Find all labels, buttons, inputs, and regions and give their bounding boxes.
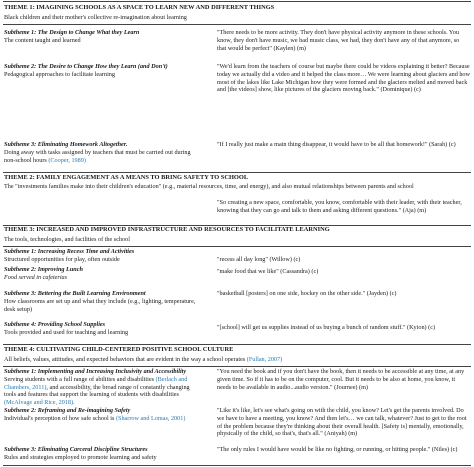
citation-link[interactable]: (Berlach and Chambers, 2011): [4, 375, 188, 391]
subtheme-description: The content taught and learned: [4, 36, 81, 44]
theme-1-title: THEME 1: IMAGINING SCHOOLS AS A SPACE TO LEARN NEW AND DIFFERENT THINGS: [4, 4, 275, 11]
divider: [3, 344, 471, 345]
theme-4-title: THEME 4: CULTIVATING CHILD-CENTERED POSITIVE SCHOOL CULTURE: [4, 346, 234, 353]
subtheme-title: Subtheme 3: Eliminating Carceral Discipline Structures: [4, 446, 148, 453]
subtheme-description: Rules and strategies employed to promote learning and safety: [4, 453, 157, 461]
theme-2-quote: "So creating a new space, comfortable, you know, comfortable with their leader, with their teacher, knowing that they can go and talk to them and asking different questions." (Aja) (m): [217, 199, 462, 214]
citation-link[interactable]: (Cooper, 1989): [48, 156, 86, 164]
subtheme-title: Subtheme 2: The Desire to Change How they Learn (and Don't): [4, 63, 168, 70]
table-top-rule: [3, 1, 471, 2]
subtheme-description: Structured opportunities for play, often outside: [4, 255, 120, 263]
desc-text: Serving students with a full range of abilities and disabilities: [4, 375, 155, 383]
theme-3-subtheme-2-quote: "make food that we like" (Cassandra) (c): [217, 268, 319, 275]
subtheme-description: [4, 415, 199, 423]
theme-3-title: THEME 3: INCREASED AND IMPROVED INFRASTRUCTURE AND RESOURCES TO FACILITATE LEARNING: [4, 226, 330, 233]
theme-3-subtheme-4-quote: "[school] will get us supplies instead of us buying a bunch of random stuff." (Kyion) (c): [217, 324, 436, 331]
theme-3-subtheme-3-quote: "basketball [posters] on one side, hockey on the other side." (Jayden) (c): [217, 290, 397, 297]
theme-3-subtheme-4: [4, 321, 199, 337]
theme-4-subtheme-2-quote: "Like it's like, let's see what's going on with the child, you know? Let's get the parents involved. Do we have to have a meeting, you know? And then let's… we can talk, whatever? Just to get to the root of the problem because they're thinking about their overall health. [Safety is] mentally, emotionally, physically of the child, so that's, that's all." (Aniyah) (m): [217, 407, 467, 438]
desc-text: Doing away with tasks assigned by teachers that must be carried out during non-school hours: [4, 148, 191, 164]
subtheme-title: Subtheme 1: The Design to Change What they Learn: [4, 29, 140, 36]
subtheme-title: Subtheme 3: Eliminating Homework Altogether.: [4, 141, 128, 148]
desc-text: Individual's perception of how safe school is: [4, 414, 115, 422]
theme-1-subtheme-3-quote: "If I really just make a main thing disappear, it would have to be all that homework!" (Sarah) (c): [217, 141, 456, 148]
citation-link[interactable]: (Fullan, 2007): [246, 356, 283, 363]
subtheme-description: Serving students with a full range of abilities and disabilities (Berlach and Chambers, 2011), and accessibility, the broad range of constantly changing tools and features that support the learning of students with disabilities (McAlvage and Rice, 2018).: [4, 375, 190, 407]
theme-2-title: THEME 2: FAMILY ENGAGEMENT AS A MEANS TO BRING SAFETY TO SCHOOL: [4, 174, 249, 181]
desc-text-2: , and accessibility, the broad range of constantly changing tools and features that support the learning of students with disabilities: [4, 383, 190, 399]
theme-1-subtheme-2: [4, 63, 199, 79]
subtheme-description: Tools provided and used for teaching and learning: [4, 328, 129, 336]
theme-3-subtheme-2: [4, 266, 199, 282]
theme-3-description: The tools, technologies, and facilities of the school: [4, 236, 130, 243]
divider: [3, 24, 471, 25]
subtheme-title: Subtheme 3: Bettering the Built Learning Environment: [4, 290, 146, 297]
theme-4-subtheme-2: [4, 407, 199, 423]
theme-4-subtheme-3: [4, 446, 199, 462]
subtheme-description: How classrooms are set up and what they include (e.g., lighting, temperature, desk setup): [4, 297, 196, 313]
theme-2-description: The "investments families make into their children's education" (e.g., material resources, time, and energy), and also mutual relationships between parents and school: [4, 183, 414, 190]
subtheme-title: Subtheme 1: Implementing and Increasing Inclusivity and Accessibility: [4, 368, 187, 375]
theme-3-subtheme-1: [4, 248, 199, 264]
theme-4-description: [4, 356, 470, 364]
subtheme-title: Subtheme 2: Reframing and Re-imagining Safety: [4, 407, 131, 414]
theme-1-subtheme-1-quote: "There needs to be more activity. They don't have physical activity anymore in these schools. You know, they don't have music, we had music class, we had, they don't have any of that anymore, so that would be perfect" (Kaylen) (m): [217, 29, 460, 52]
theme-3-subtheme-3: [4, 290, 199, 313]
subtheme-title: Subtheme 1: Increasing Recess Time and Activities: [4, 248, 135, 255]
theme-1-subtheme-2-quote: "We'd learn from the teachers of course but maybe there could be videos explaining it better? Because today we actually did a video and it helped the class more… We were learning about glaciers and how most of the lakes like Lake Michigan how they were formed and the glaciers melted and moved back and [the videos] show, like pictures of the glaciers moving back." (Dominique) (c): [217, 63, 470, 94]
theme-1-subtheme-3: [4, 141, 199, 164]
citation-link[interactable]: (Sharrow and Lomas, 2001): [115, 414, 186, 422]
theme-4-subtheme-1: [4, 368, 199, 407]
divider: [3, 366, 471, 367]
subtheme-description: Food served in cafeterias: [4, 273, 68, 281]
theme-4-subtheme-3-quote: "The only rules I would have would be like no fighting, or running, or hitting people." (Niles) (c): [217, 446, 458, 453]
desc-text: All beliefs, values, attitudes, and expected behaviors that are evident in the way a school operates: [4, 356, 246, 363]
subtheme-description: [4, 149, 199, 165]
table-bottom-rule: [3, 465, 471, 466]
theme-3-subtheme-1-quote: "recess all day long" (Willow) (c): [217, 256, 301, 263]
subtheme-title: Subtheme 4: Providing School Supplies: [4, 321, 106, 328]
subtheme-title: Subtheme 2: Improving Lunch: [4, 266, 83, 273]
citation-link[interactable]: (McAlvage and Rice, 2018): [4, 399, 74, 407]
theme-4-subtheme-1-quote: "You need the book and if you don't have the book, then it needs to be accessible at any time, at any given time. So if it has to be on the computer, cool. But it needs to be also at home, you know, it needs to be available in audio...audio version." (Journee) (m): [217, 368, 465, 391]
theme-1-subtheme-1: [4, 29, 199, 45]
divider: [3, 172, 471, 173]
theme-1-description: Black children and their mother's collective re-imagination about learning: [4, 14, 187, 21]
divider: [3, 246, 471, 247]
subtheme-description: Pedagogical approaches to facilitate learning: [4, 70, 115, 78]
